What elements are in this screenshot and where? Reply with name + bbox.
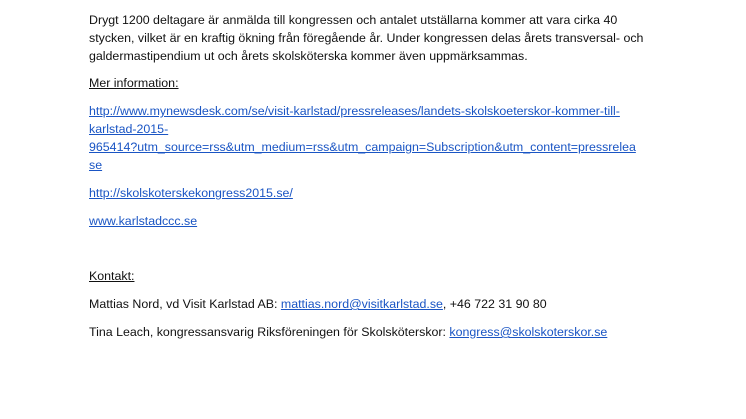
contact-person-2	[89, 323, 661, 341]
contact-person-1	[89, 295, 661, 313]
contact-heading-text: Kontakt:	[89, 269, 135, 283]
contact-person-2-email-link[interactable]: kongress@skolskoterskor.se	[449, 325, 608, 339]
intro-paragraph	[89, 11, 661, 65]
intro-line-3: galdermastipendium ut och årets skolsköterska kommer även uppmärksammas.	[89, 49, 528, 63]
contact-person-1-prefix: Mattias Nord, vd Visit Karlstad AB:	[89, 297, 281, 311]
congress-site-link-paragraph	[89, 184, 661, 202]
more-info-heading	[89, 74, 661, 92]
contact-heading	[89, 267, 661, 285]
press-release-link-line-2[interactable]: karlstad-2015-	[89, 122, 169, 136]
contact-person-1-email-link[interactable]: mattias.nord@visitkarlstad.se	[280, 297, 443, 311]
press-release-link-line-3[interactable]: 965414?utm_source=rss&utm_medium=rss&utm_campaign=Subscription&utm_content=pressrelea	[89, 140, 636, 154]
intro-line-1: Drygt 1200 deltagare är anmälda till kongressen och antalet utställarna kommer att vara cirka 40	[89, 13, 618, 27]
intro-line-2: stycken, vilket är en kraftig ökning från föregående år. Under kongressen delas årets transversal- och	[89, 31, 644, 45]
document-page	[89, 11, 661, 341]
contact-person-1-phone: , +46 722 31 90 80	[442, 297, 547, 311]
press-release-link-line-4[interactable]: se	[89, 158, 103, 172]
press-release-link-line-1[interactable]: http://www.mynewsdesk.com/se/visit-karlstad/pressreleases/landets-skolskoeterskor-kommer-till-	[89, 104, 620, 118]
karlstadccc-link[interactable]: www.karlstadccc.se	[89, 214, 198, 228]
press-release-link-paragraph	[89, 102, 661, 174]
press-release-link[interactable]	[89, 102, 661, 174]
contact-person-2-prefix: Tina Leach, kongressansvarig Riksföreningen för Skolsköterskor:	[89, 325, 450, 339]
more-info-heading-text: Mer information:	[89, 76, 179, 90]
karlstadccc-link-paragraph	[89, 212, 661, 230]
congress-site-link[interactable]: http://skolskoterskekongress2015.se/	[89, 186, 293, 200]
